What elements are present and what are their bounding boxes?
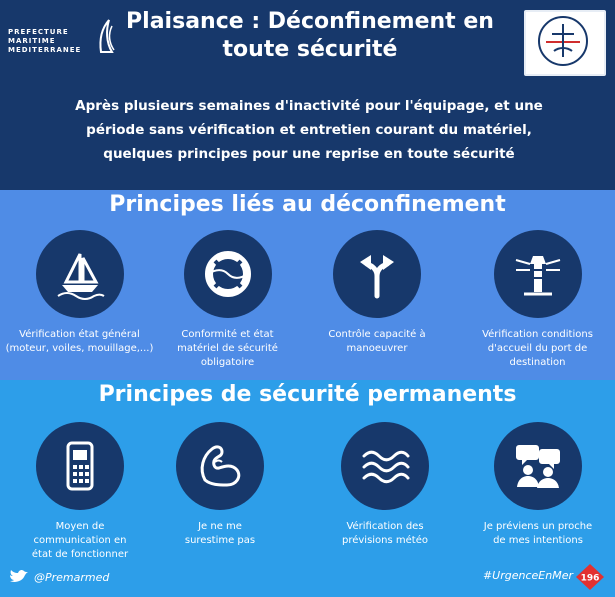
lighthouse-icon [494, 230, 582, 318]
item-label: Vérification conditions d'accueil du port de destination [482, 329, 593, 368]
twitter-handle-text: @Premarmed [34, 570, 110, 584]
item-maneuver-check [318, 230, 436, 356]
title-line-2: toute sécurité [222, 37, 398, 62]
sail-logo-icon [94, 18, 120, 58]
section-title-permanent: Principes de sécurité permanents [98, 382, 517, 407]
cross-med-logo [524, 10, 606, 76]
item-general-check [2, 230, 157, 356]
mobile-phone-icon [36, 422, 124, 510]
prefecture-logo-text [8, 28, 81, 55]
intro-text [36, 94, 582, 166]
twitter-bird-icon [8, 569, 30, 585]
emergency-number-text: 196 [580, 573, 600, 584]
prefecture-word: PREFECTURE [8, 28, 69, 36]
item-self-assessment [161, 422, 279, 548]
item-safety-equipment [155, 230, 300, 370]
mediterranee-word: MEDITERRANEE [8, 46, 82, 54]
section-title-deconfinement: Principes liés au déconfinement [109, 192, 506, 217]
header-band [0, 0, 615, 190]
item-label: Vérification état général (moteur, voiles, mouillage,...) [5, 329, 154, 354]
twitter-handle [8, 569, 109, 585]
people-chat-icon [494, 422, 582, 510]
emergency-196-badge [575, 563, 605, 591]
flexed-arm-icon [176, 422, 264, 510]
prefecture-logo [8, 12, 120, 64]
waves-icon [341, 422, 429, 510]
item-label: Conformité et état matériel de sécurité obligatoire [177, 329, 278, 368]
item-port-conditions [466, 230, 609, 370]
item-communication [26, 422, 134, 562]
intro-line-1: Après plusieurs semaines d'inactivité pour l'équipage, et une [75, 98, 543, 114]
item-weather-forecast [326, 422, 444, 548]
intro-line-2: période sans vérification et entretien courant du matériel, [86, 122, 532, 138]
cross-med-emblem-icon [526, 12, 600, 70]
item-label: Je ne me surestime pas [184, 521, 256, 546]
item-notify-contact [463, 422, 613, 548]
maritime-word: MARITIME [8, 37, 56, 45]
urgence-hashtag: #UrgenceEnMer [482, 569, 573, 582]
lifebuoy-icon [184, 230, 272, 318]
item-label: Contrôle capacité à manoeuvrer [328, 329, 426, 354]
title-line-1: Plaisance : Déconfinement en [126, 9, 494, 34]
item-label: Je préviens un proche de mes intentions [483, 521, 593, 546]
poster-title [120, 8, 500, 64]
split-arrows-icon [333, 230, 421, 318]
item-label: Vérification des prévisions météo [341, 521, 428, 546]
intro-line-3: quelques principes pour une reprise en toute sécurité [103, 146, 515, 162]
item-label: Moyen de communication en état de fonctionner [31, 521, 129, 560]
sailboat-icon [36, 230, 124, 318]
